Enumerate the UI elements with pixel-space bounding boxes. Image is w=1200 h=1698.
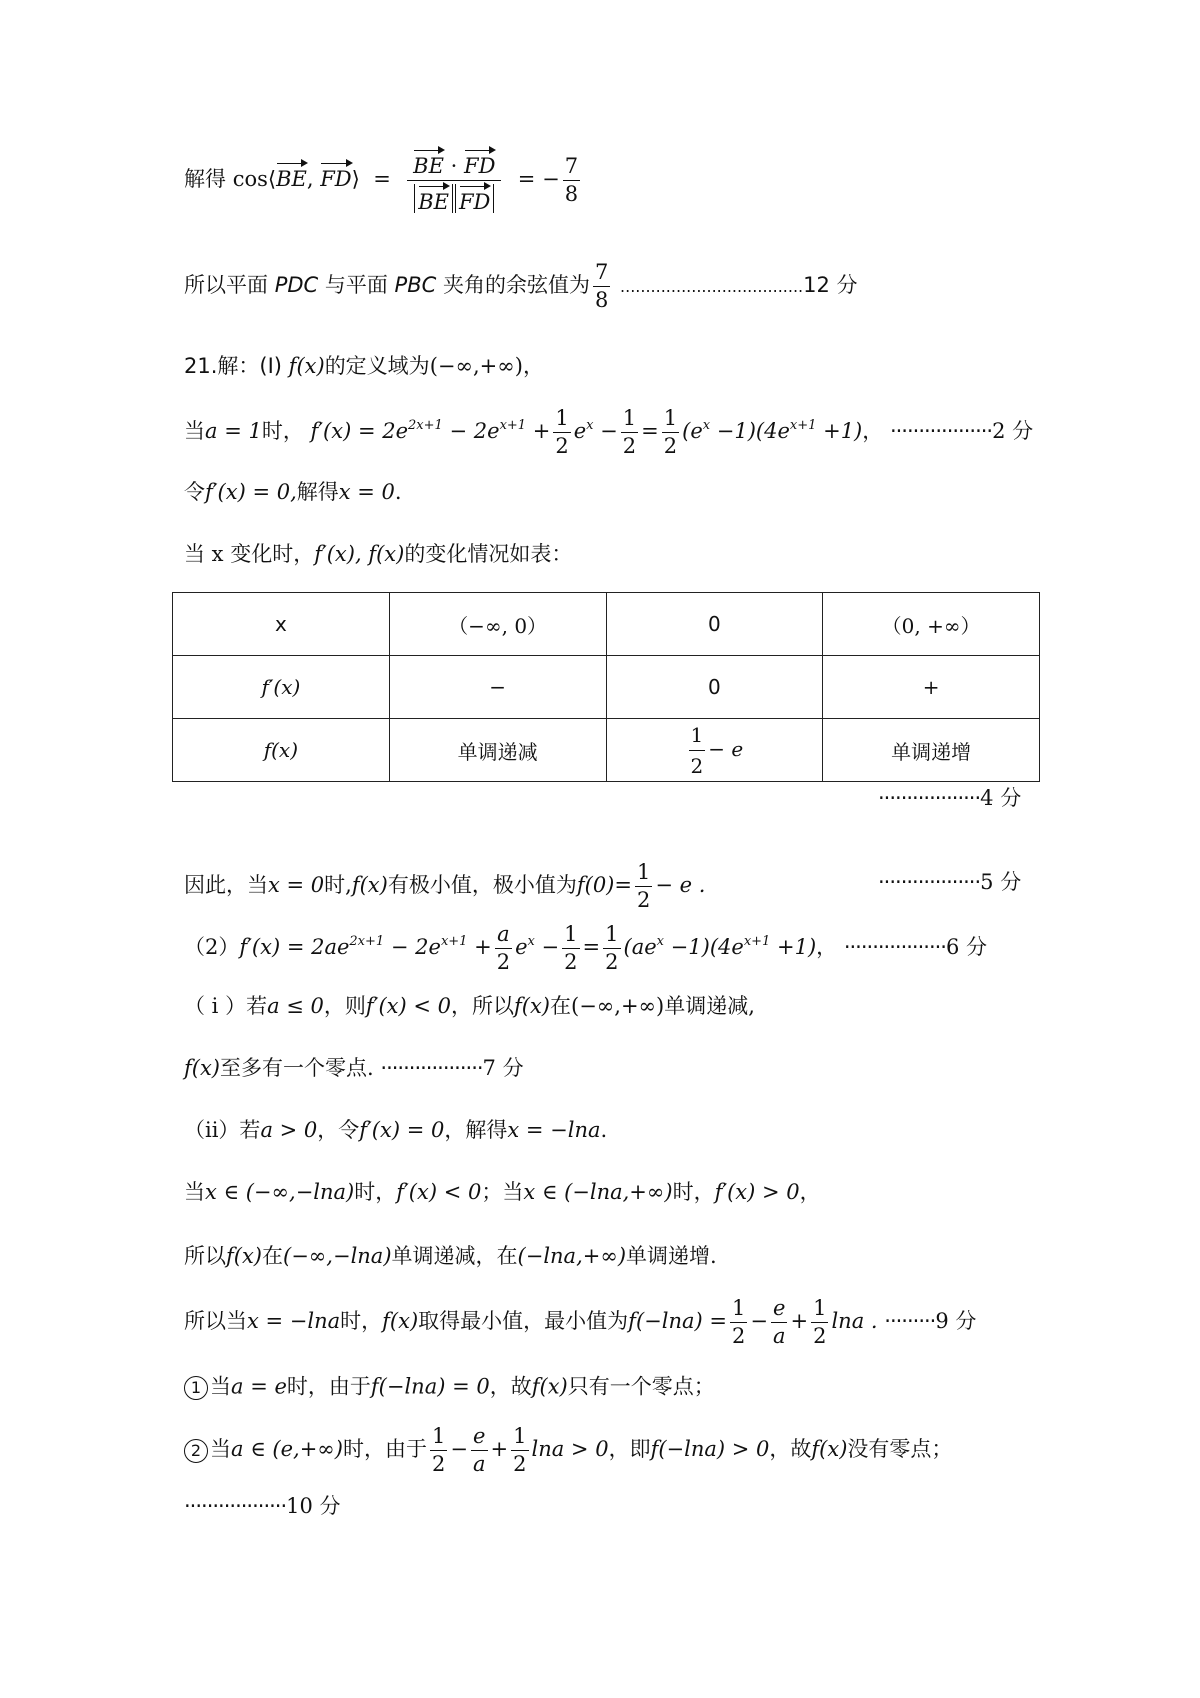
plane-text-1: 所以平面: [184, 273, 275, 297]
num-vector-be: BE: [413, 148, 444, 177]
case-1-line: 1 当a = e时，由于f(−lna) = 0，故f(x)只有一个零点；: [184, 1376, 715, 1400]
q21-text: 的定义域为: [324, 354, 430, 378]
comma: ,: [306, 167, 314, 191]
leader-dots: ··················: [878, 870, 981, 894]
table-cell: f′(x): [173, 656, 390, 719]
derivative-expr: f′(x) = 2e: [310, 419, 409, 443]
score-6: 6 分: [945, 935, 988, 959]
q21-label: 21.解：(I): [184, 354, 282, 378]
case-ii-line: （ii）若a > 0，令f′(x) = 0，解得x = −lna.: [184, 1118, 608, 1142]
cos-prefix: 解得: [184, 167, 226, 191]
min-value-line: 因此，当x = 0时,f(x)有极小值，极小值为f(0)= $\frac{1}{2}$ − e .: [184, 860, 706, 912]
zero-expr: f′(x) = 0,: [205, 480, 297, 504]
table-cell: −: [389, 656, 606, 719]
case-2-line: 2 当a ∈ (e,+∞)时，由于 $\frac{1}{2}$ − $\frac{e}{a}$ + $\frac{1}{2}$ lna > 0，即f(−lna) > 0，故f(x)没有零点；: [184, 1426, 952, 1475]
case-i-line: （ i ）若a ≤ 0，则f′(x) < 0，所以f(x)在(−∞,+∞)单调递减,: [184, 994, 755, 1018]
cond-a-1: a = 1: [205, 419, 262, 443]
score-2: 2 分: [992, 419, 1034, 443]
table-row: [173, 593, 1040, 656]
answer-fraction: $\frac{7}{8}$: [564, 154, 579, 206]
leader-dots: ··················: [184, 1494, 287, 1518]
fx: f(x): [288, 354, 325, 378]
min-value-score: [878, 872, 1021, 893]
sign-line: 当x ∈ (−∞,−lna)时，f′(x) < 0；当x ∈ (−lna,+∞)时，f′(x) > 0，: [184, 1180, 821, 1204]
leader-dots: ··················: [380, 1056, 483, 1080]
plane-pbc: PBC: [394, 273, 437, 297]
table-intro-expr: f′(x), f(x): [314, 542, 405, 566]
table-cell: （−∞, 0）: [389, 593, 606, 656]
score-12: 12 分: [803, 273, 858, 297]
table-cell: $\frac{1}{2}$ − e: [606, 719, 823, 782]
vector-fd: FD: [320, 161, 351, 190]
score-5: 5 分: [980, 870, 1022, 894]
table-cell: 0: [606, 593, 823, 656]
table-cell: 单调递减: [389, 719, 606, 782]
langle: ⟨: [267, 167, 277, 191]
den-vector-be: BE: [418, 184, 449, 213]
table-cell: 0: [606, 656, 823, 719]
cos-fn: cos: [232, 167, 268, 191]
score-9: 9 分: [935, 1309, 977, 1333]
circled-two: 2: [184, 1439, 208, 1463]
case-i-tail-line: f(x)至多有一个零点. ··················7 分: [184, 1056, 524, 1080]
case-2-score-line: [184, 1496, 341, 1517]
score-7: 7 分: [482, 1056, 524, 1080]
circled-one: 1: [184, 1376, 208, 1400]
table-cell: f(x): [173, 719, 390, 782]
variation-table: [172, 592, 1040, 782]
dot-product: ·: [450, 154, 458, 178]
table-cell: +: [823, 656, 1040, 719]
plane-text-2: 与平面: [318, 273, 395, 297]
table-row: [173, 656, 1040, 719]
minus-sign: −: [542, 167, 560, 191]
monotonicity-line: 所以f(x)在(−∞,−lna)单调递减，在(−lna,+∞)单调递增.: [184, 1244, 717, 1268]
table-cell: x: [173, 593, 390, 656]
table-score-line: [878, 788, 1021, 809]
score-4: 4 分: [980, 786, 1022, 810]
domain: (−∞,+∞): [429, 354, 523, 378]
plane-text-3: 夹角的余弦值为: [436, 273, 590, 297]
plane-angle-line: [184, 262, 858, 311]
table-cell: （0, +∞）: [823, 593, 1040, 656]
table-intro-line: 当 x 变化时，f′(x), f(x)的变化情况如表：: [184, 542, 573, 566]
zero-result: x = 0: [338, 480, 395, 504]
leader-dots: ··················: [889, 419, 993, 443]
table-cell: 单调递增: [823, 719, 1040, 782]
cos-formula-line: [184, 148, 583, 213]
equals-1: =: [373, 167, 391, 191]
leader-dots: ....................................: [620, 277, 804, 296]
leader-dots: ·········: [884, 1309, 936, 1333]
cos-fraction: [407, 148, 501, 213]
den-vector-fd: FD: [459, 184, 490, 213]
num-vector-fd: FD: [464, 148, 495, 177]
leader-dots: ··················: [843, 935, 946, 959]
equals-2: =: [517, 167, 536, 191]
score-10: 10 分: [286, 1494, 341, 1518]
leader-dots: ··················: [878, 786, 981, 810]
plane-fraction: $\frac{7}{8}$: [594, 260, 609, 312]
minimum-value-line: 所以当x = −lna时，f(x)取得最小值，最小值为f(−lna) = $\frac{1}{2}$ − $\frac{e}{a}$ + $\frac{1}{2}$ lna . ·········9 分: [184, 1296, 977, 1348]
plane-pdc: PDC: [274, 273, 319, 297]
part2-derivative-line: $(2)f'(x) = 2ae^{2x+1} - 2e^{x+1}$ + $\frac{a}{2}$ $e^x$ − $\frac{1}{2}$ = $\frac{1}{2}$ $(ae^x -1)(4e^{x+1} +1)$， ··················6 分: [184, 922, 988, 974]
table-row: [173, 719, 1040, 782]
rangle: ⟩: [351, 167, 360, 191]
vector-be: BE: [276, 161, 307, 190]
a1-derivative-line: 当a = 1时， $f'(x) = 2e^{2x+1} - 2e^{x+1}$ + $\frac{1}{2}$ $e^x$ − $\frac{1}{2}$ = $\frac{1}{2}$ $(e^x -1)(4e^{x+1} +1)$， ··················2 分: [184, 406, 1034, 458]
zero-line: 令f′(x) = 0,解得x = 0.: [184, 480, 402, 504]
q21-line: 21.解：(I) f(x)的定义域为(−∞,+∞)，: [184, 354, 544, 378]
